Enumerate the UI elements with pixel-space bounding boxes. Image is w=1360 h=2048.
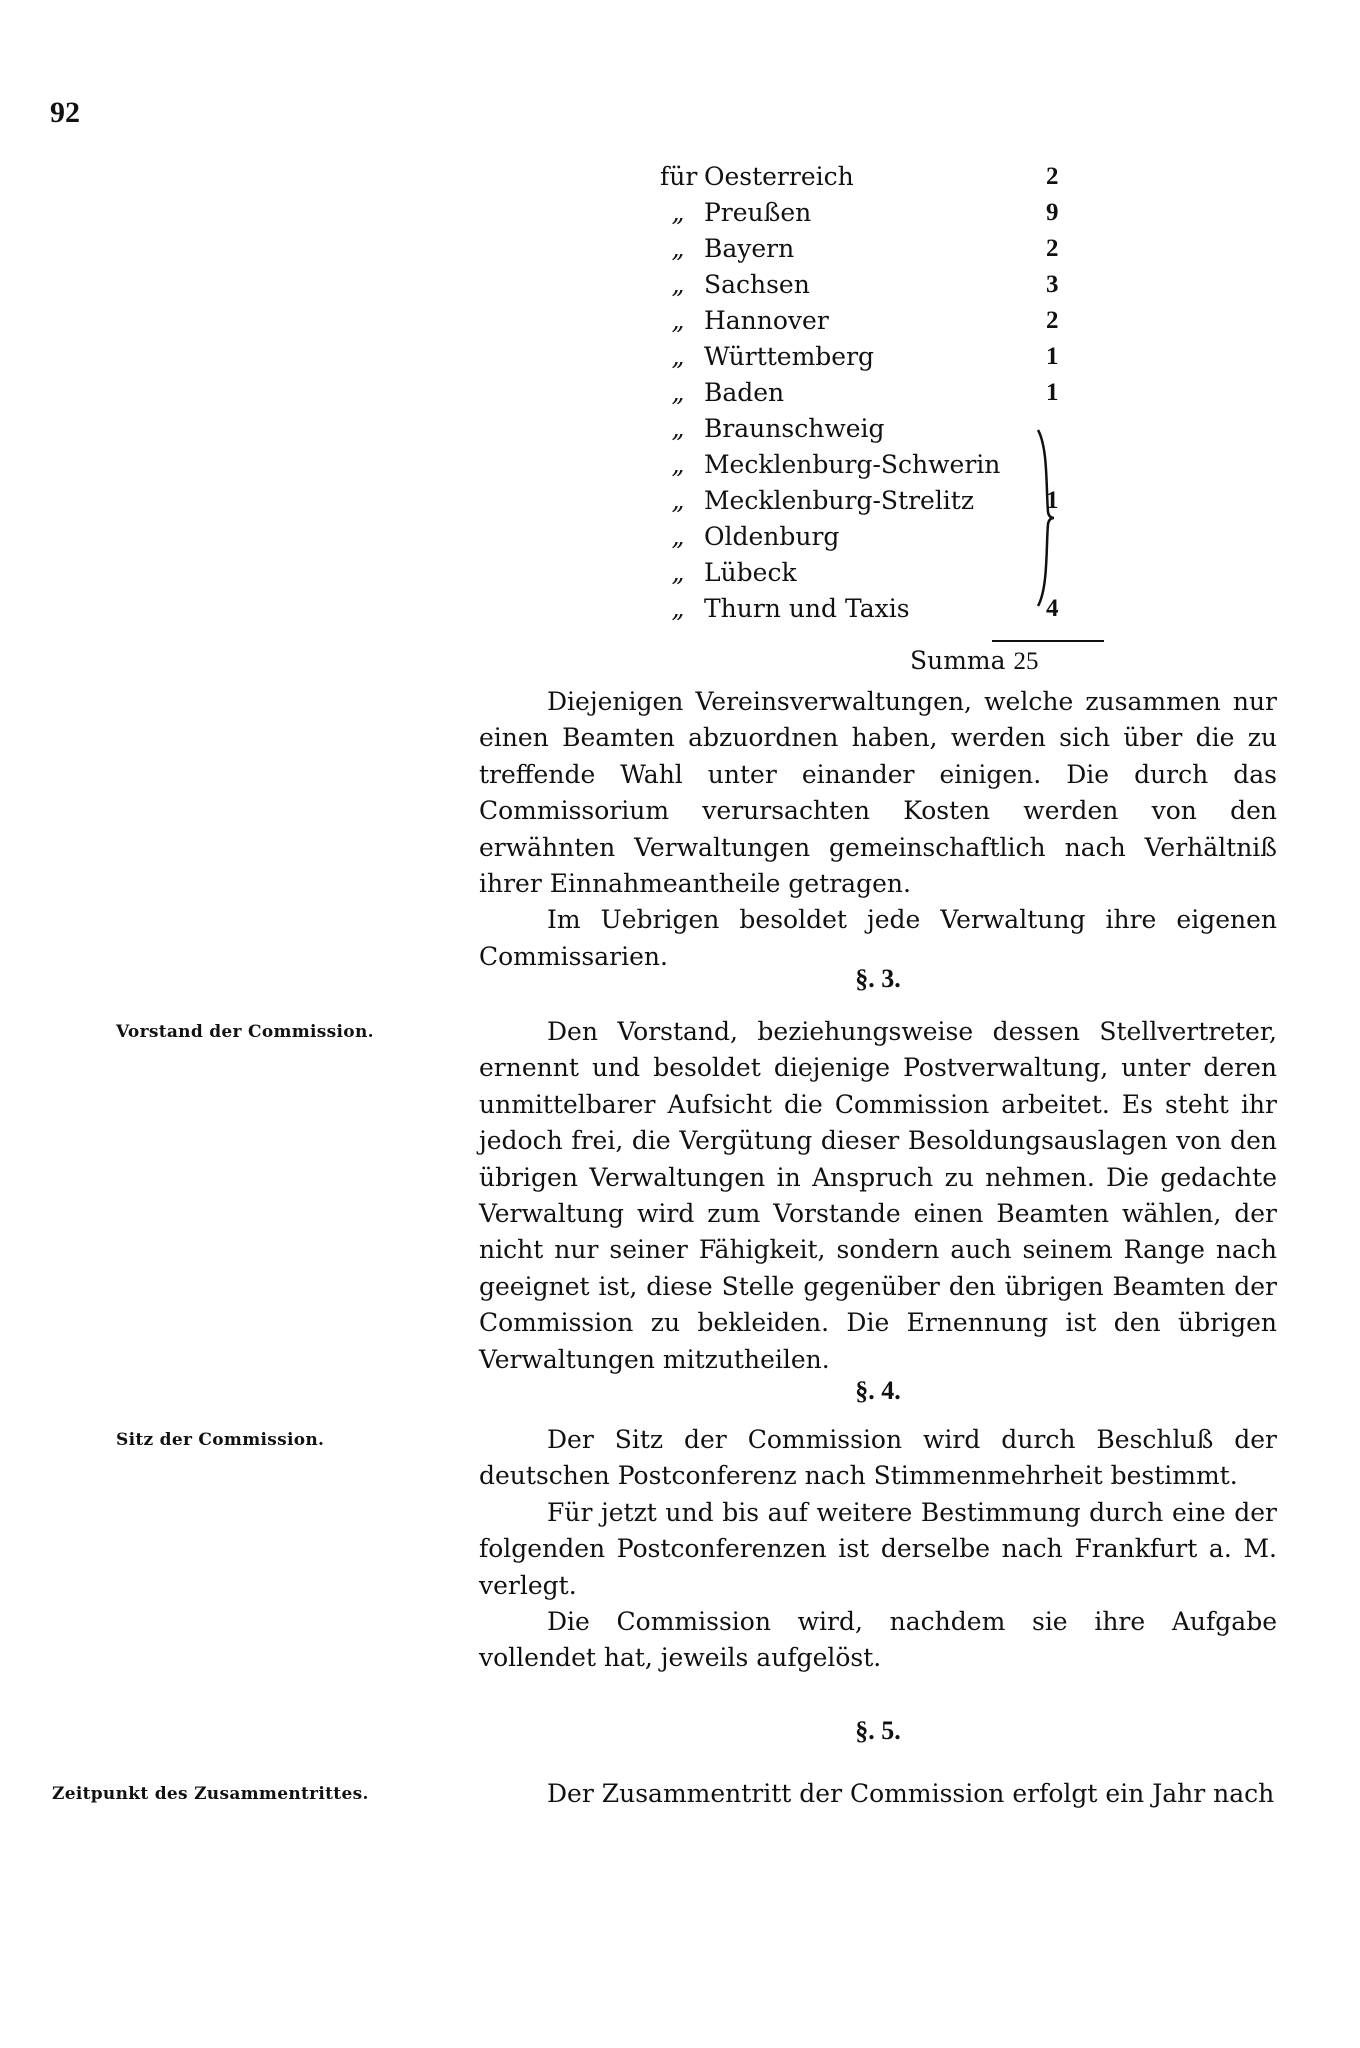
table-row [660, 339, 1080, 375]
state-name: Braunschweig [703, 414, 885, 443]
table-row [660, 519, 1080, 555]
paragraph: Der Sitz der Commission wird durch Beschluß der deutschen Postconferenz nach Stimmenmehrheit bestimmt. [479, 1425, 1277, 1491]
group-count: 1 [1046, 487, 1059, 514]
table-row [660, 591, 1080, 627]
margin-note-4: Sitz der Commission. [116, 1430, 325, 1450]
table-row [660, 195, 1080, 231]
table-row [660, 231, 1080, 267]
margin-note-5: Zeitpunkt des Zusammentrittes. [52, 1784, 369, 1804]
ditto-mark: „ [671, 342, 685, 371]
section3-body [479, 1014, 1277, 1378]
section2-body [479, 684, 1277, 975]
summa-row [910, 643, 1039, 680]
ditto-mark: „ [671, 378, 685, 407]
paragraph: Die Commission wird, nachdem sie ihre Aufgabe vollendet hat, jeweils aufgelöst. [479, 1607, 1277, 1673]
ditto-mark: „ [671, 450, 685, 479]
state-name: Hannover [703, 306, 829, 335]
section-heading-3: §. 3. [855, 964, 901, 993]
table-row [660, 267, 1080, 303]
table-row [660, 375, 1080, 411]
page-number: 92 [50, 96, 80, 129]
table-row [660, 411, 1080, 447]
state-count: 1 [1046, 343, 1059, 370]
ditto-mark: „ [671, 558, 685, 587]
summa-value: 25 [1013, 648, 1039, 675]
state-count: 4 [1046, 595, 1059, 622]
ditto-mark: „ [671, 270, 685, 299]
sum-rule [992, 640, 1104, 642]
ditto-mark: „ [671, 414, 685, 443]
ditto-mark: „ [671, 522, 685, 551]
section5-body [479, 1776, 1277, 1812]
margin-note-3: Vorstand der Commission. [116, 1022, 374, 1042]
ditto-mark: „ [671, 234, 685, 263]
state-count: 2 [1046, 163, 1059, 190]
state-name: Sachsen [703, 270, 810, 299]
state-name: Preußen [703, 198, 812, 227]
state-count: 9 [1046, 199, 1059, 226]
ditto-mark: „ [671, 198, 685, 227]
table-row [660, 483, 1080, 519]
section4-body [479, 1422, 1277, 1677]
paragraph: Im Uebrigen besoldet jede Verwaltung ihre eigenen Commissarien. [479, 905, 1277, 971]
ditto-mark: „ [671, 306, 685, 335]
section-heading-5: §. 5. [855, 1716, 901, 1745]
summa-label: Summa [910, 646, 1006, 675]
table-row [660, 303, 1080, 339]
state-name: Bayern [703, 234, 795, 263]
state-name: Mecklenburg-Strelitz [703, 486, 975, 515]
state-name: Baden [703, 378, 785, 407]
state-name: Oldenburg [703, 522, 840, 551]
table-row [660, 159, 1080, 195]
state-count: 2 [1046, 307, 1059, 334]
paragraph: Diejenigen Vereinsverwaltungen, welche zusammen nur einen Beamten abzuordnen haben, werden sich über die zu treffende Wahl unter einander einigen. Die durch das Commissorium verursachten Kosten werden von den erwähnten Verwaltungen gemeinschaftlich nach Verhältniß ihrer Einnahmeantheile getragen. [479, 687, 1277, 899]
state-name: Mecklenburg-Schwerin [703, 450, 1001, 479]
state-name: Württemberg [703, 342, 875, 371]
state-count: 1 [1046, 379, 1059, 406]
row-prefix: für [660, 162, 698, 191]
state-name: Oesterreich [703, 162, 854, 191]
table-row [660, 447, 1080, 483]
paragraph: Für jetzt und bis auf weitere Bestimmung durch eine der folgenden Postconferenzen ist derselbe nach Frankfurt a. M. verlegt. [479, 1497, 1277, 1600]
right-brace-icon [1036, 428, 1056, 608]
paragraph: Den Vorstand, beziehungsweise dessen Stellvertreter, ernennt und besoldet diejenige Postverwaltung, unter deren unmittelbarer Aufsicht die Commission arbeitet. Es steht ihr jedoch frei, die Vergütung dieser Besoldungsauslagen von den übrigen Verwaltungen in Anspruch zu nehmen. Die gedachte Verwaltung wird zum Vorstande einen Beamten wählen, der nicht nur seiner Fähigkeit, sondern auch seinem Range nach geeignet ist, diese Stelle gegenüber den übrigen Beamten der Commission zu bekleiden. Die Ernennung ist den übrigen Verwaltungen mitzutheilen. [479, 1017, 1277, 1374]
ditto-mark: „ [671, 486, 685, 515]
state-name: Lübeck [703, 558, 797, 587]
table-row [660, 555, 1080, 591]
state-name: Thurn und Taxis [703, 594, 910, 623]
paragraph: Der Zusammentritt der Commission erfolgt ein Jahr nach [547, 1779, 1275, 1808]
ditto-mark: „ [671, 594, 685, 623]
state-count: 2 [1046, 235, 1059, 262]
state-count: 3 [1046, 271, 1059, 298]
section-heading-4: §. 4. [855, 1376, 901, 1405]
